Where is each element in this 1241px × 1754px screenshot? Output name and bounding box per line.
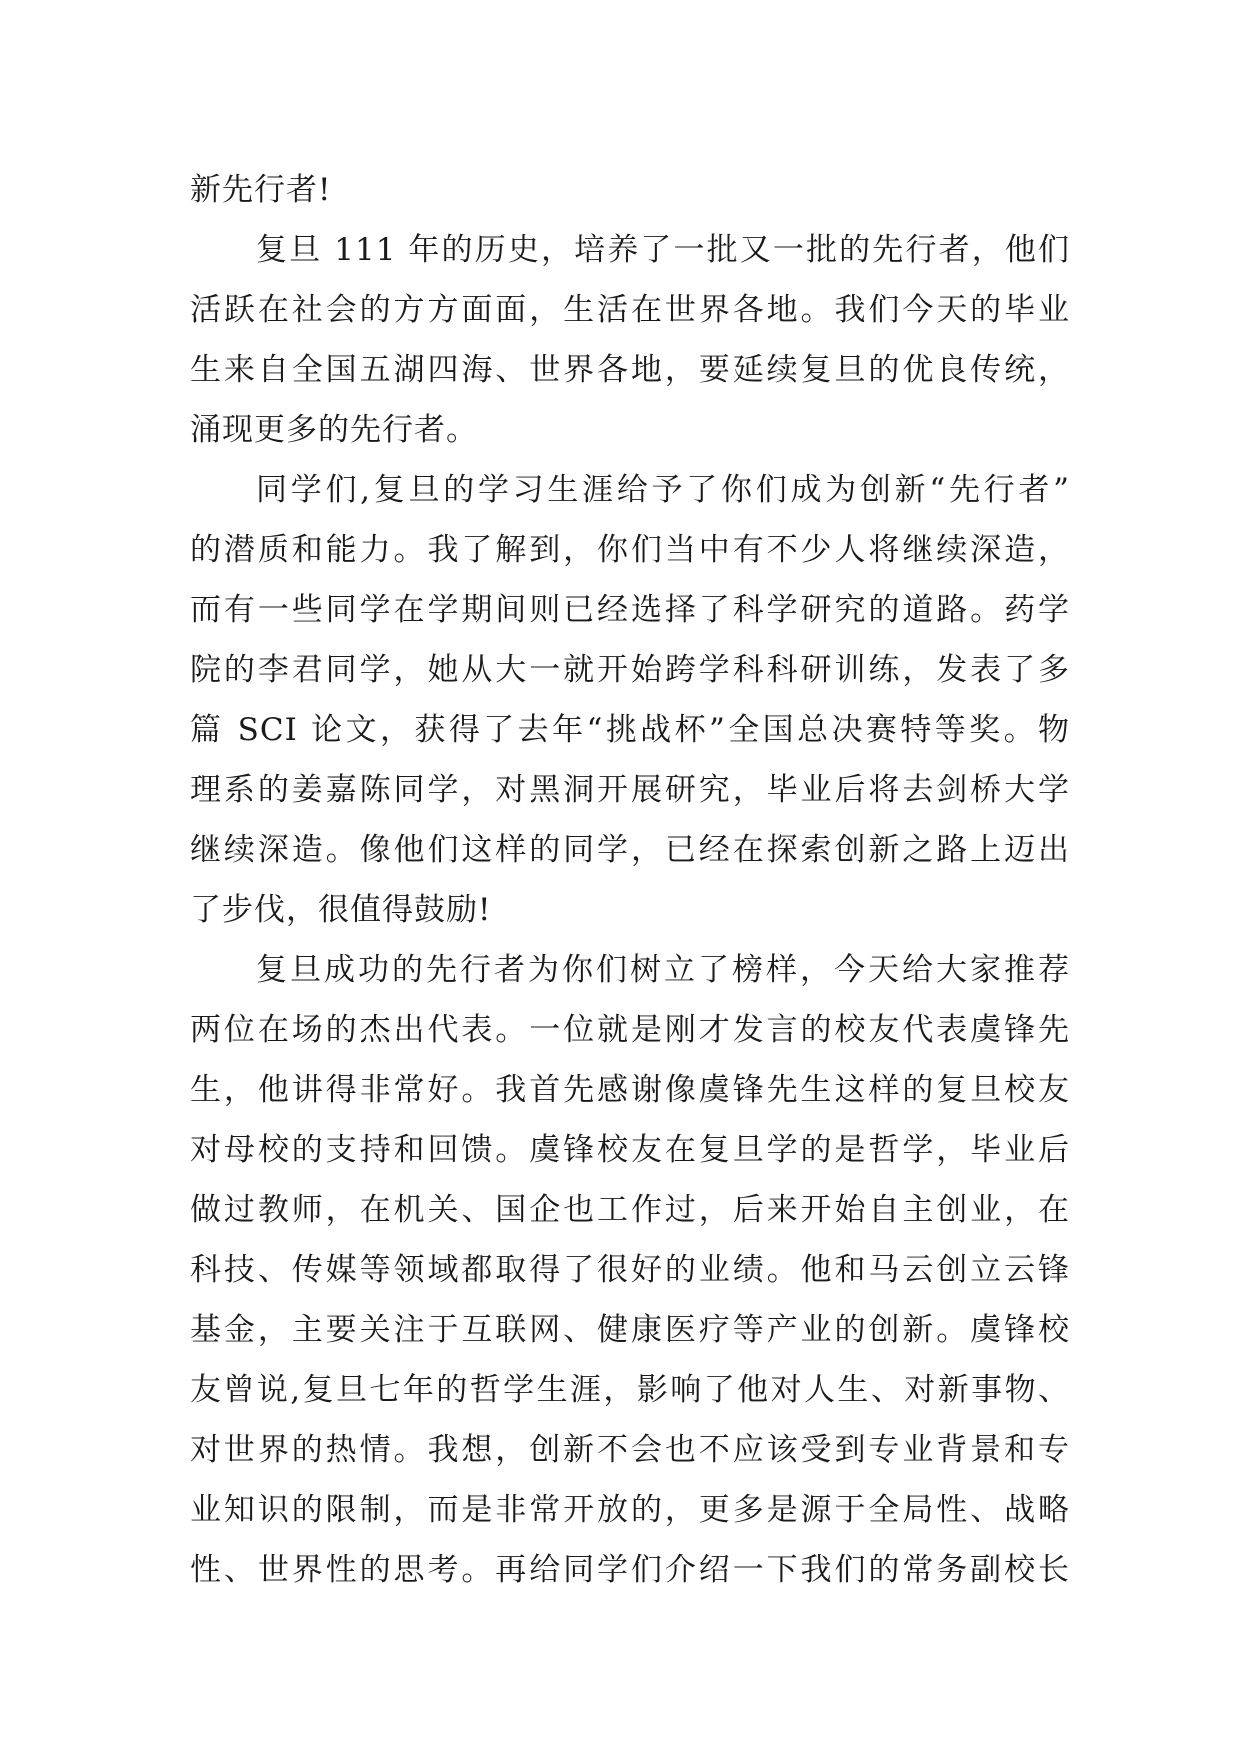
text-line: 篇 SCI 论文，获得了去年“挑战杯”全国总决赛特等奖。物 [190,712,1070,748]
text-line: 而有一些同学在学期间则已经选择了科学研究的道路。药学 [190,592,1070,628]
paragraph [190,220,1070,460]
text-line: 继续深造。像他们这样的同学，已经在探索创新之路上迈出 [190,832,1070,868]
body-text [190,160,1070,1600]
text-line: 涌现更多的先行者。 [190,412,478,448]
text-line: 对世界的热情。我想，创新不会也不应该受到专业背景和专 [190,1432,1070,1468]
text-line: 做过教师，在机关、国企也工作过，后来开始自主创业，在 [190,1192,1070,1228]
text-line: 院的李君同学，她从大一就开始跨学科科研训练，发表了多 [190,652,1070,688]
text-line: 复旦 111 年的历史，培养了一批又一批的先行者，他们 [256,232,1070,268]
text-line: 性、世界性的思考。再给同学们介绍一下我们的常务副校长 [190,1552,1070,1588]
text-line: 同学们,复旦的学习生涯给予了你们成为创新“先行者” [256,472,1070,508]
text-line: 两位在场的杰出代表。一位就是刚才发言的校友代表虞锋先 [190,1012,1070,1048]
text-line: 理系的姜嘉陈同学，对黑洞开展研究，毕业后将去剑桥大学 [190,772,1070,808]
text-line: 生，他讲得非常好。我首先感谢像虞锋先生这样的复旦校友 [190,1072,1070,1108]
paragraph [190,460,1070,940]
text-line: 对母校的支持和回馈。虞锋校友在复旦学的是哲学，毕业后 [190,1132,1070,1168]
text-line: 业知识的限制，而是非常开放的，更多是源于全局性、战略 [190,1492,1070,1528]
text-line: 科技、传媒等领域都取得了很好的业绩。他和马云创立云锋 [190,1252,1070,1288]
text-line: 生来自全国五湖四海、世界各地，要延续复旦的优良传统， [190,352,1070,388]
text-line: 活跃在社会的方方面面，生活在世界各地。我们今天的毕业 [190,292,1070,328]
text-line: 的潜质和能力。我了解到，你们当中有不少人将继续深造， [190,532,1070,568]
text-line: 友曾说,复旦七年的哲学生涯，影响了他对人生、对新事物、 [190,1372,1070,1408]
text-line: 基金，主要关注于互联网、健康医疗等产业的创新。虞锋校 [190,1312,1070,1348]
text-line: 复旦成功的先行者为你们树立了榜样，今天给大家推荐 [256,952,1070,988]
paragraph [190,160,1070,220]
text-line: 新先行者! [190,172,332,208]
text-line: 了步伐，很值得鼓励! [190,892,492,928]
paragraph [190,940,1070,1600]
